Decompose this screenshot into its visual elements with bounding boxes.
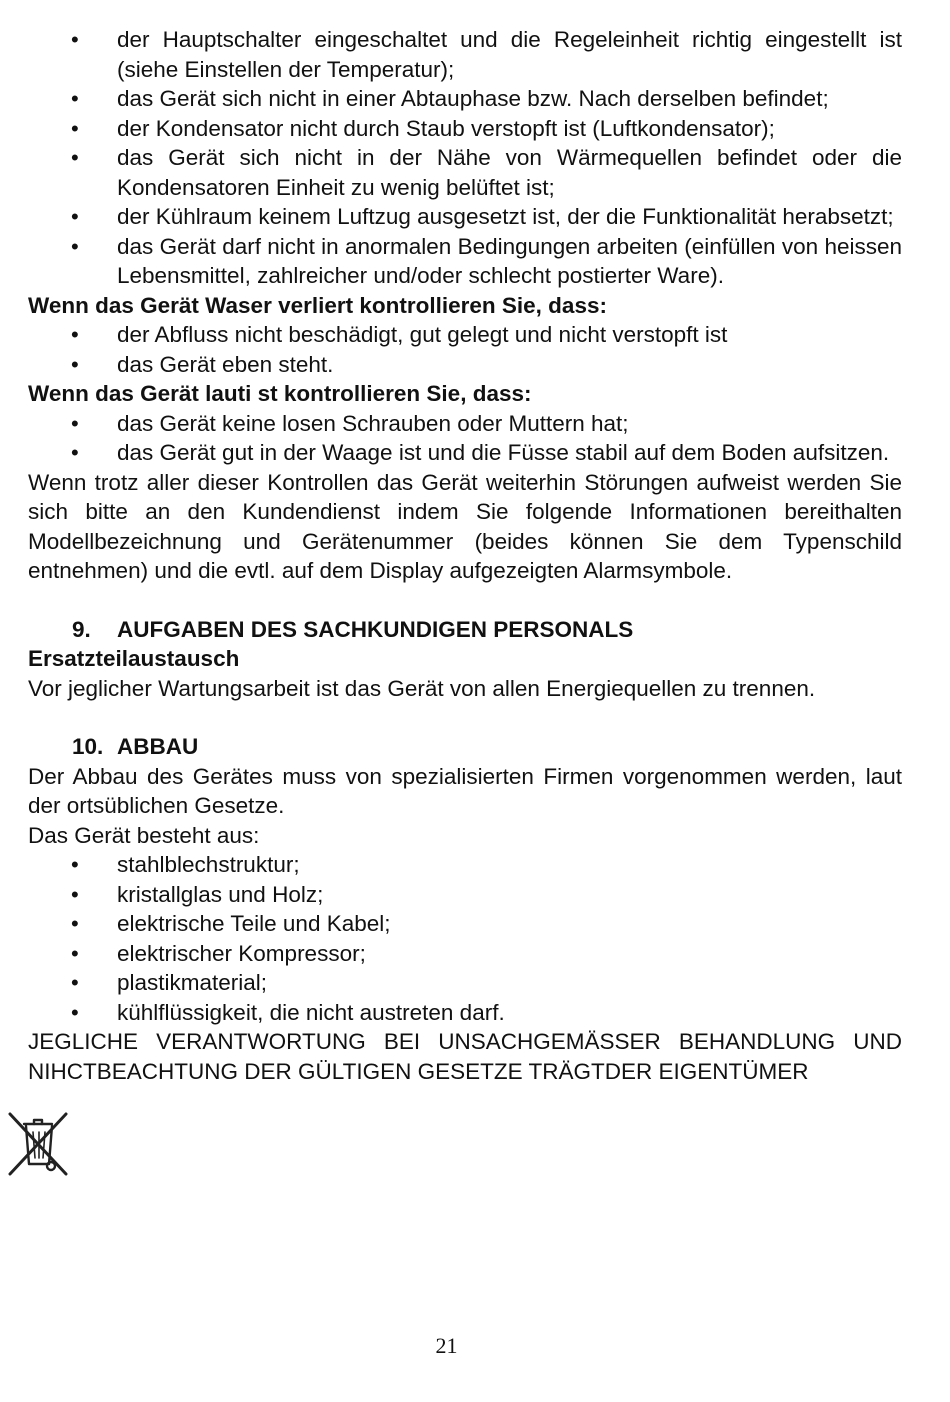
list-item: • das Gerät eben steht. — [28, 350, 902, 380]
list-item: • stahlblechstruktur; — [28, 850, 902, 880]
section-heading: ABBAU — [117, 734, 199, 759]
list-item: • plastikmaterial; — [28, 968, 902, 998]
list-item: • das Gerät keine losen Schrauben oder Muttern hat; — [28, 409, 902, 439]
consists-label: Das Gerät besteht aus: — [28, 822, 260, 848]
bullet-icon: • — [71, 145, 79, 170]
bullet-icon: • — [71, 881, 79, 907]
document-page — [28, 25, 902, 1086]
bullet-icon: • — [71, 410, 79, 436]
section-number: 10. — [72, 734, 104, 759]
bullet-icon: • — [71, 233, 79, 259]
list-item: • elektrischer Kompressor; — [28, 939, 902, 969]
bullet-icon: • — [71, 940, 79, 966]
list-item: • das Gerät darf nicht in anormalen Bedingungen arbeiten (einfüllen von heissen Lebensmittel, zahlreicher und/oder schlecht postierter Ware). — [71, 233, 902, 288]
list-item: • kristallglas und Holz; — [28, 880, 902, 910]
checklist-general — [28, 25, 902, 291]
checklist-noise — [28, 409, 902, 468]
section-9-title — [28, 615, 902, 645]
bullet-icon: • — [71, 322, 79, 347]
section-10-title — [28, 732, 902, 762]
bullet-icon: • — [71, 852, 79, 877]
bullet-icon: • — [71, 115, 79, 141]
list-item: • das Gerät sich nicht in einer Abtauphase bzw. Nach derselben befindet; — [28, 84, 902, 114]
bullet-icon: • — [71, 911, 79, 936]
bullet-icon: • — [71, 204, 79, 229]
materials-list — [28, 850, 902, 1027]
spare-parts-subheading: Ersatzteilaustausch — [28, 646, 240, 671]
bullet-icon: • — [71, 27, 79, 52]
list-item: • das Gerät gut in der Waage ist und die Füsse stabil auf dem Boden aufsitzen. — [28, 438, 902, 468]
crossed-out-wheelie-bin-icon — [4, 1108, 72, 1178]
list-item: • kühlflüssigkeit, die nicht austreten darf. — [28, 998, 902, 1028]
list-item: • elektrische Teile und Kabel; — [28, 909, 902, 939]
bullet-icon: • — [71, 440, 79, 465]
maintenance-paragraph: Vor jeglicher Wartungsarbeit ist das Gerät von allen Energiequellen zu trennen. — [28, 675, 816, 701]
noise-heading: Wenn das Gerät lauti st kontrollieren Sie, dass: — [28, 381, 532, 406]
bullet-icon: • — [71, 970, 79, 995]
list-item: • der Abfluss nicht beschädigt, gut gelegt und nicht verstopft ist — [28, 320, 902, 350]
list-item: • das Gerät sich nicht in der Nähe von Wärmequellen befindet oder die Kondensatoren Einheit zu wenig belüftet ist; — [71, 145, 902, 200]
bullet-icon: • — [71, 351, 79, 377]
bullet-icon: • — [71, 86, 79, 111]
bullet-icon: • — [71, 999, 79, 1025]
page-number: 21 — [435, 1333, 458, 1358]
checklist-water — [28, 320, 902, 379]
list-item: • der Kühlraum keinem Luftzug ausgesetzt ist, der die Funktionalität herabsetzt; — [28, 202, 902, 232]
liability-disclaimer: JEGLICHE VERANTWORTUNG BEI UNSACHGEMÄSSER BEHANDLUNG UND NIHCTBEACHTUNG DER GÜLTIGEN GESETZE TRÄGTDER EIGENTÜMER — [28, 1029, 902, 1084]
list-item: • der Hauptschalter eingeschaltet und die Regeleinheit richtig eingestellt ist (siehe Einstellen der Temperatur); — [71, 27, 902, 82]
section-number: 9. — [72, 616, 91, 642]
disposal-paragraph: Der Abbau des Gerätes muss von spezialisierten Firmen vorgenommen werden, laut der ortsüblichen Gesetze. — [28, 763, 902, 818]
water-leak-heading: Wenn das Gerät Waser verliert kontrollieren Sie, dass: — [28, 292, 607, 318]
service-paragraph: Wenn trotz aller dieser Kontrollen das Gerät weiterhin Störungen aufweist werden Sie sich bitte an den Kundendienst indem Sie folgende Informationen bereithalten Modellbezeichnung und Gerätenummer (beides können Sie dem Typenschild entnehmen) und die evtl. auf dem Display aufgezeigten Alarmsymbole. — [28, 469, 902, 583]
list-item: • der Kondensator nicht durch Staub verstopft ist (Luftkondensator); — [28, 114, 902, 144]
section-heading: AUFGABEN DES SACHKUNDIGEN PERSONALS — [117, 616, 634, 642]
